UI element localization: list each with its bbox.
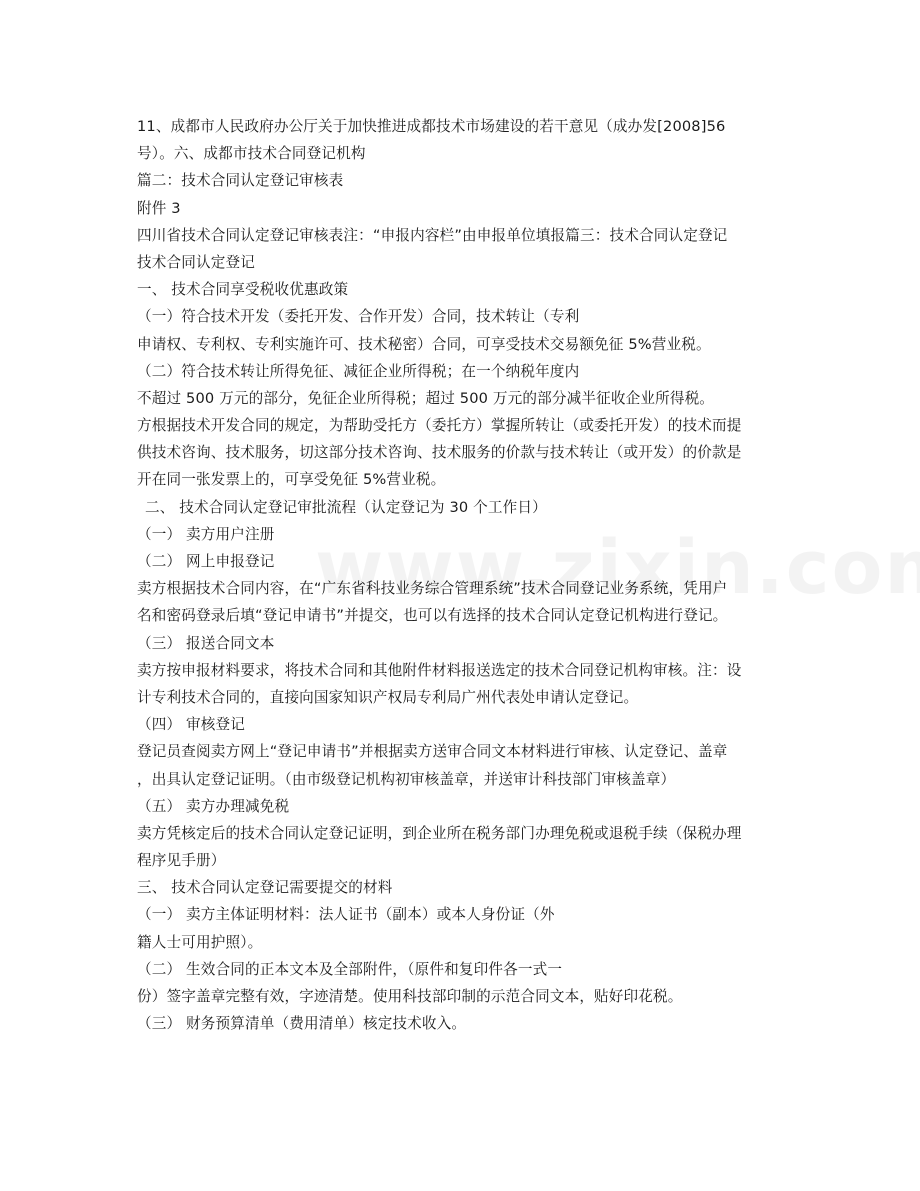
text-line: 计专利技术合同的，直接向国家知识产权局专利局广州代表处申请认定登记。: [137, 688, 639, 706]
text-line: 名和密码登录后填“登记申请书”并提交，也可以有选择的技术合同认定登记机构进行登记。: [137, 607, 728, 625]
text-line: 不超过 500 万元的部分，免征企业所得税；超过 500 万元的部分减半征收企业所得税。: [137, 389, 715, 407]
subsection-heading: （二） 生效合同的正本文本及全部附件，（原件和复印件各一式一: [137, 960, 563, 978]
text-line: 附件 3: [137, 199, 181, 217]
subsection-heading: （三） 报送合同文本: [137, 634, 275, 652]
text-line: 卖方凭核定后的技术合同认定登记证明，到企业所在税务部门办理免税或退税手续（保税办理: [137, 824, 742, 842]
text-line: 号）。六、成都市技术合同登记机构: [137, 145, 366, 163]
text-line: 方根据技术开发合同的规定，为帮助受托方（委托方）掌握所转让（或委托开发）的技术而提: [137, 417, 742, 435]
text-line: 卖方按申报材料要求，将技术合同和其他附件材料报送选定的技术合同登记机构审核。注：设: [137, 661, 742, 679]
section-heading: 一、 技术合同享受税收优惠政策: [137, 281, 349, 299]
subsection-heading: （四） 审核登记: [137, 716, 245, 734]
text-line: 四川省技术合同认定登记审核表注：“申报内容栏”由申报单位填报篇三：技术合同认定登记: [137, 226, 728, 244]
text-line: 登记员查阅卖方网上“登记申请书”并根据卖方送审合同文本材料进行审核、认定登记、盖章: [137, 743, 728, 761]
subsection-heading: （一） 卖方主体证明材料：法人证书（副本）或本人身份证（外: [137, 906, 555, 924]
section-heading: 二、 技术合同认定登记审批流程（认定登记为 30 个工作日）: [145, 498, 547, 516]
subsection-heading: （五） 卖方办理减免税: [137, 797, 290, 815]
text-line: 程序见手册）: [137, 852, 226, 870]
document-body: [137, 113, 797, 1037]
subsection-heading: （二） 网上申报登记: [137, 553, 275, 570]
text-line: （一）符合技术开发（委托开发、合作开发）合同，技术转让（专利: [137, 308, 580, 326]
heading-line: 篇二：技术合同认定登记审核表: [137, 172, 344, 190]
text-line: ，出具认定登记证明。（由市级登记机构初审核盖章，并送审计科技部门审核盖章）: [137, 770, 676, 788]
section-heading: 三、 技术合同认定登记需要提交的材料: [137, 879, 393, 897]
subsection-heading: （一） 卖方用户注册: [137, 525, 275, 543]
text-line: （二）符合技术转让所得免征、减征企业所得税；在一个纳税年度内: [137, 362, 580, 380]
text-line: 开在同一张发票上的，可享受免征 5%营业税。: [137, 471, 446, 489]
text-line: 籍人士可用护照）。: [137, 933, 263, 951]
heading-line: 技术合同认定登记: [137, 253, 255, 271]
text-line: 11、成都市人民政府办公厅关于加快推进成都技术市场建设的若干意见（成办发[2008]56: [137, 118, 726, 135]
text-line: 供技术咨询、技术服务，切这部分技术咨询、技术服务的价款与技术转让（或开发）的价款是: [137, 444, 742, 462]
text-line: 申请权、专利权、专利实施许可、技术秘密）合同，可享受技术交易额免征 5%营业税。: [137, 335, 711, 353]
text-line: 卖方根据技术合同内容，在“广东省科技业务综合管理系统”技术合同登记业务系统，凭用户: [137, 580, 728, 598]
text-line: 份）签字盖章完整有效，字迹清楚。使用科技部印制的示范合同文本，贴好印花税。: [137, 988, 683, 1005]
subsection-heading: （三） 财务预算清单（费用清单）核定技术收入。: [137, 1015, 467, 1033]
